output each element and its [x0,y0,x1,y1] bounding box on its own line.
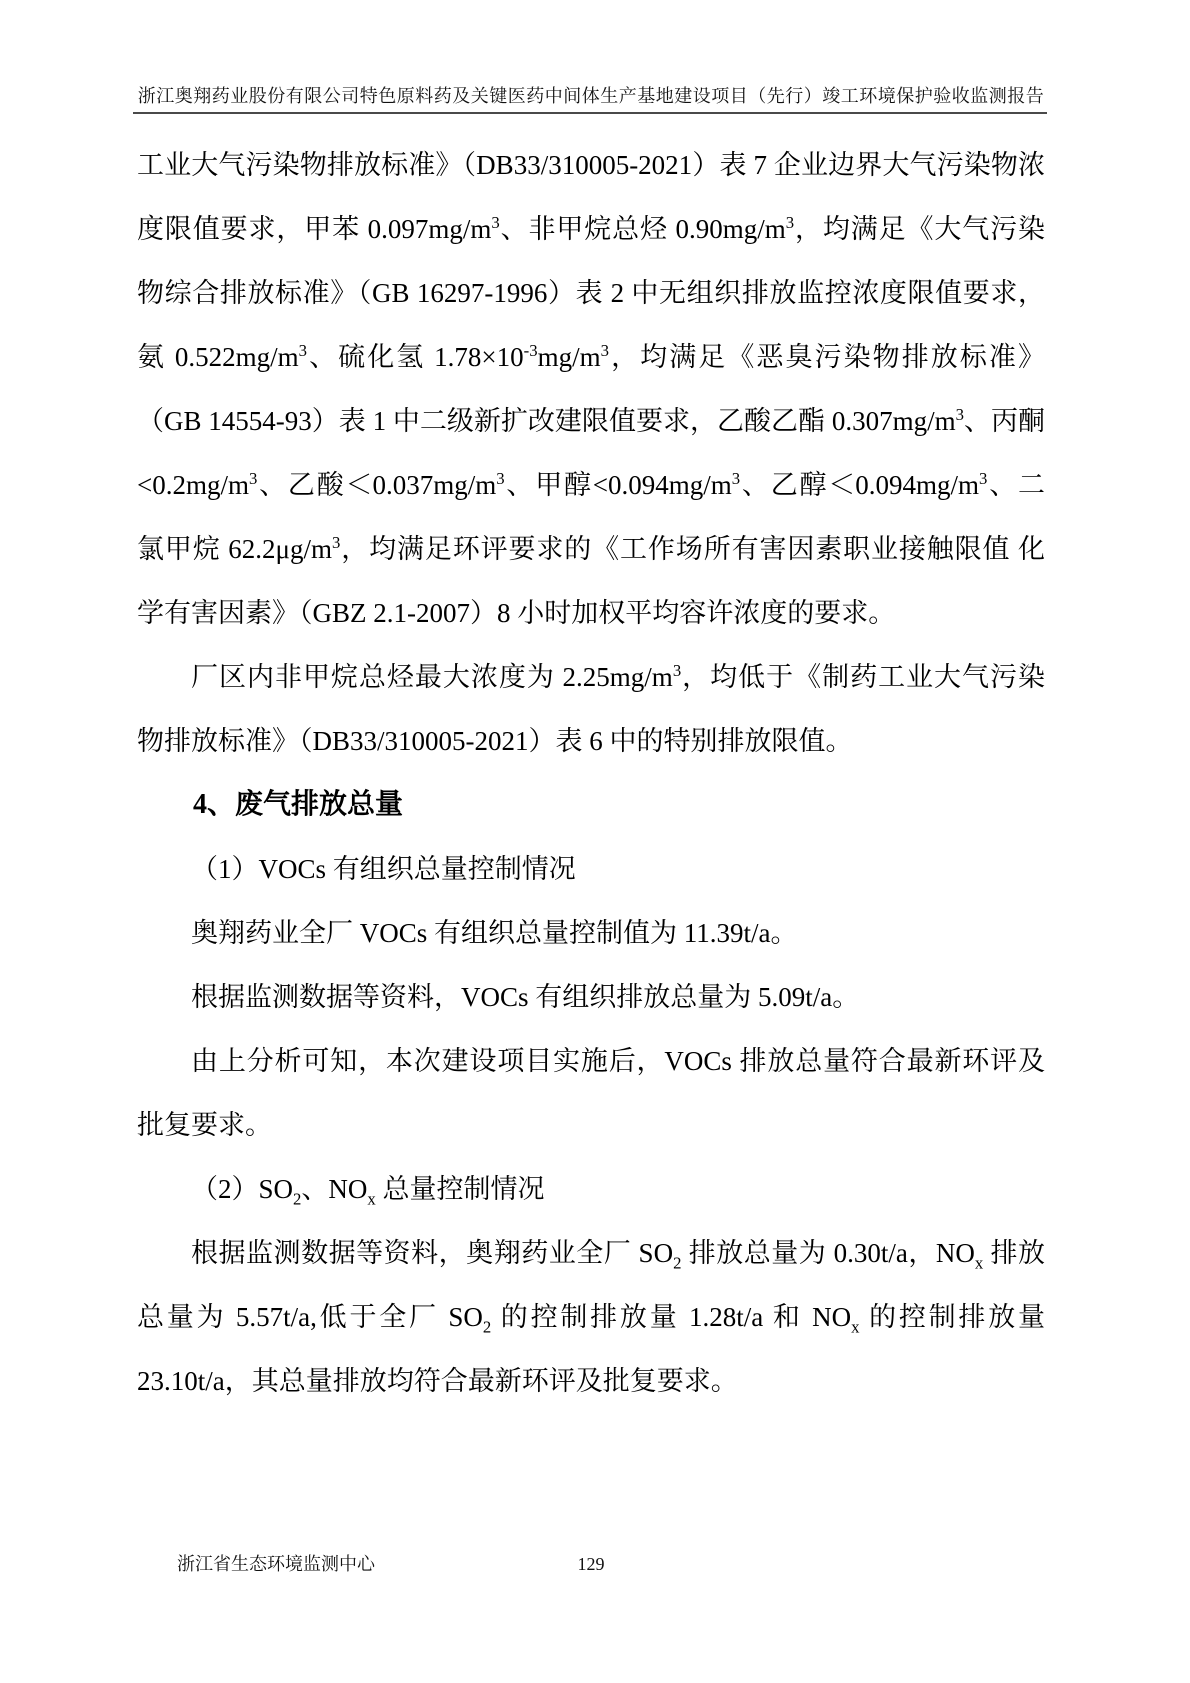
body-paragraph: 由上分析可知，本次建设项目实施后，VOCs 排放总量符合最新环评及批复要求。 [137,1046,1045,1140]
footer-organization: 浙江省生态环境监测中心 [177,1554,375,1574]
page-number: 129 [577,1554,605,1574]
body-paragraph: 厂区内非甲烷总烃最大浓度为 $2.25mg/m^3$，均低于《制药工业大气污染物排放标准》（DB33/310005-2021）表 6 中的特别排放限值。 [137,661,1045,756]
body-paragraph: 工业大气污染物排放标准》（DB33/310005-2021）表 7 企业边界大气污染物浓度限值要求，甲苯 $0.097mg/m^3$、非甲烷总烃 $0.90mg/m^3$，均满足《大气污染物综合排放标准》（GB 16297-1996）表 2 中无组织排放监控浓度限值要求，氨 $0.522mg/m^3$、硫化氢 $1.78\times 10^{-3}mg/m^3$，均满足《恶臭污染物排放标准》（GB 14554-93）表 1 中二级新扩改建限值要求，乙酸乙酯 $0.307mg/m^3$、丙酮$<0.2mg/m^3$、乙酸$<0.037mg/m^3$、甲醇$<0.094mg/m^3$、乙醇$<0.094mg/m^3$、二氯甲烷 $62.2\mu g/m^3$，均满足环评要求的《工作场所有害因素职业接触限值 化学有害因素》（GBZ 2.1-2007）8 小时加权平均容许浓度的要求。 [137,150,1045,628]
body-paragraph: 根据监测数据等资料，VOCs 有组织排放总量为 5.09t/a。 [191,982,860,1012]
document-body [137,133,1045,1413]
running-header-title: 浙江奥翔药业股份有限公司特色原料药及关键医药中间体生产基地建设项目（先行）竣工环境保护验收监测报告 [137,86,1045,106]
body-paragraph: $(2)SO_2$、$NO_x$ 总量控制情况 [191,1174,545,1209]
body-paragraph: （1）VOCs 有组织总量控制情况 [191,854,576,884]
page-footer [137,1549,1045,1579]
body-paragraph: 奥翔药业全厂 VOCs 有组织总量控制值为 11.39t/a。 [191,918,798,948]
body-paragraph: 根据监测数据等资料，奥翔药业全厂 $SO_2$ 排放总量为 0.30t/a，$NO_x$ 排放总量为 5.57t/a,低于全厂 $SO_2$ 的控制排放量 1.28t/a 和 $NO_x$ 的控制排放量 23.10t/a，其总量排放均符合最新环评及批复要求。 [137,1238,1046,1396]
header-rule [133,112,1047,114]
section-heading: 4、废气排放总量 [193,789,404,820]
